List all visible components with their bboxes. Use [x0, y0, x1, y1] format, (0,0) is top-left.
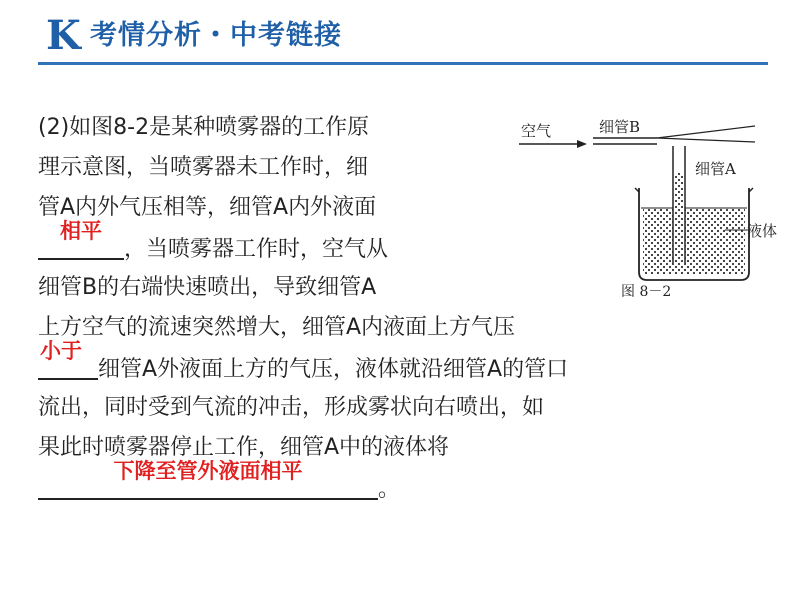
text-line-7-content: 细管A外液面上方的气压，液体就沿细管A的管口: [98, 357, 569, 382]
text-line-10-content: 。: [378, 477, 401, 502]
text-line-2: 理示意图，当喷雾器未工作时，细: [38, 155, 369, 180]
air-arrow: [519, 140, 587, 148]
answer-blank-1: [38, 219, 124, 260]
label-tube-a: 细管A: [695, 160, 736, 178]
section-badge-letter: K: [46, 12, 81, 59]
label-liquid: 液体: [747, 222, 778, 240]
text-line-8: 流出，同时受到气流的冲击，形成雾状向右喷出，如: [38, 395, 545, 420]
text-line-9: 果此时喷雾器停止工作，细管A中的液体将: [38, 435, 450, 460]
answer-2: 小于: [40, 339, 82, 363]
figure-caption: 图 8－2: [621, 284, 672, 300]
answer-3: 下降至管外液面相平: [113, 459, 303, 483]
answer-1: 相平: [60, 219, 102, 243]
slide-header: [38, 12, 768, 60]
text-line-4-content: ，当喷雾器工作时，空气从: [124, 237, 389, 262]
text-line-1: (2)如图8-2是某种喷雾器的工作原: [38, 115, 370, 140]
label-air: 空气: [521, 122, 552, 140]
header-divider: [38, 62, 768, 65]
tube-a: [673, 146, 685, 264]
section-title: 考情分析・中考链接: [90, 20, 342, 51]
spray-cone: [657, 126, 755, 142]
answer-blank-3: [38, 459, 378, 500]
sprayer-diagram: [515, 112, 778, 302]
text-line-3: 管A内外气压相等，细管A内外液面: [38, 195, 377, 220]
liquid: [643, 208, 745, 274]
text-line-6: 上方空气的流速突然增大，细管A内液面上方气压: [38, 315, 516, 340]
text-line-10: [38, 459, 758, 508]
text-line-5: 细管B的右端快速喷出，导致细管A: [38, 275, 377, 300]
label-tube-b: 细管B: [599, 118, 641, 136]
answer-blank-2: [38, 339, 98, 380]
sprayer-diagram-svg: [515, 112, 778, 302]
text-line-7: [38, 339, 758, 388]
tube-b: [593, 138, 657, 144]
